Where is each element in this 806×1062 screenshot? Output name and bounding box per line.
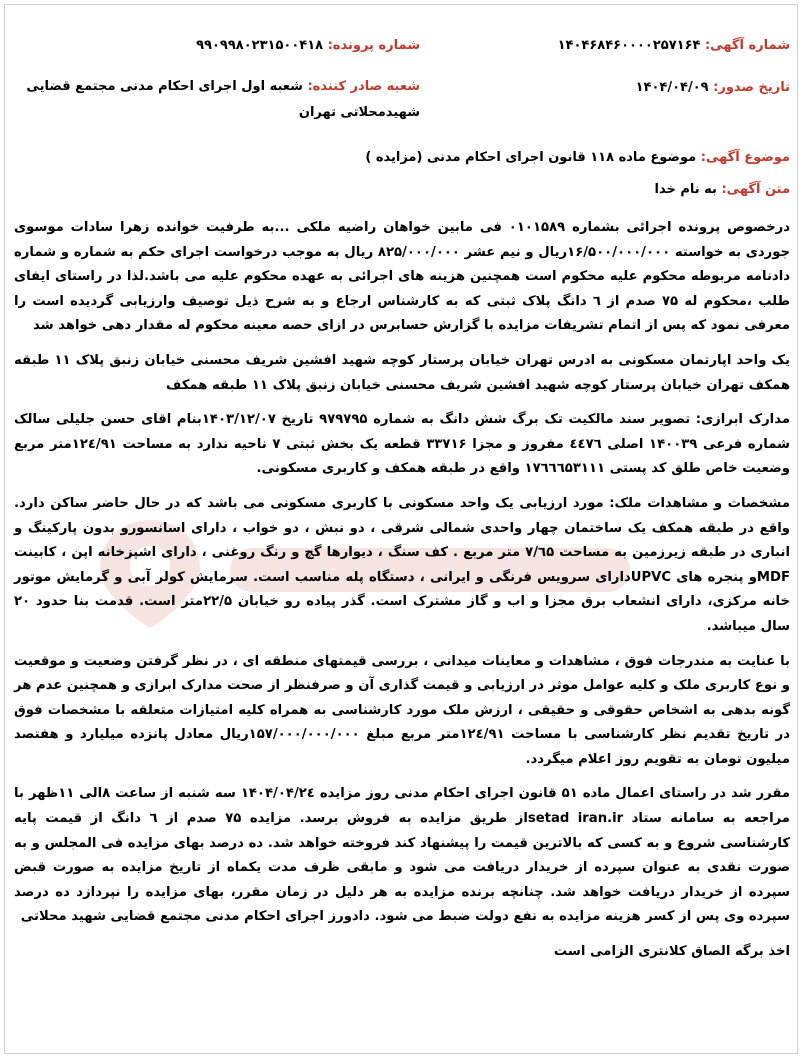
ad-number-row [558,38,790,53]
ad-number: ۱۴۰۴۶۸۴۶۰۰۰۰۲۵۷۱۶۴ [557,38,701,53]
paragraph-note: اخذ برگه الصاق کلانتری الزامی است [553,944,790,960]
issuer: شعبه اول اجرای احکام مدنی مجتمع قضایی شهیدمحلاتی تهران [26,79,420,120]
issuer-label: شعبه صادر کننده: [307,79,420,94]
paragraph-valuation: با عنایت به مندرجات فوق ، مشاهدات و معاینات میدانی ، بررسی قیمتهای منطقه ای ، در نظر گرفتن وضعیت و موقعیت و نوع کاربری ملک و کلیه عوامل موثر در ارزیابی و قیمت گذاری آن و صرفنظر از صحت مدارک ابرازی و همچنین عدم هر گونه بدهی به اشخاص حقوقی و حقیقی ، ارزش ملک مورد کارشناسی به همراه کلیه امتیازات متعلقه با مشخصات فوق در تاریخ تقدیم نظر کارشناسی با مساحت ۱۲٤/۹۱متر مربع مبلغ ۱۵۷/۰۰۰/۰۰۰/۰۰۰ریال معادل پانزده میلیارد و هفتصد میلیون تومان به تقویم روز اعلام میگردد. [14,653,790,767]
subject: موضوع ماده ۱۱۸ قانون اجرای احکام مدنی (مزایده ) [365,150,697,165]
case-number-row [196,38,420,53]
issue-date: ۱۴۰۴/۰۴/۰۹ [635,80,709,95]
paragraph-auction: مقرر شد در راستای اعمال ماده ۵۱ قانون اجرای احکام مدنی روز مزایده ۱۴۰۴/۰۴/۲٤ سه شنبه از ساعت ۸الی ۱۱ظهر با مراجعه به سامانه ستاد setad iran.irاز طریق مزایده به فروش برسد. مزایده ۷۵ صدم از ٦ دانگ از قیمت پایه کارشناسی شروع و به کسی که بالاترین قیمت را پیشنهاد کند فروخته خواهد شد. ده درصد بهای مزایده فی المجلس و به صورت نقدی به عنوان سپرده از خریدار دریافت می شود و مابقی ظرف مدت یکماه از تاریخ مزایده به صورت قبض سپرده از خریدار دریافت خواهد شد. چنانچه برنده مزایده به هر دلیل در زمان مقرر، بهای مزایده را نپردازد ده درصد سپرده وی پس از کسر هزینه مزایده به نفع دولت ضبط می شود. دادورز اجرای احکام مدنی مجتمع قضایی شهید محلاتی [14,786,791,925]
text-label: متن آگهی: [721,182,790,197]
paragraph-case: درخصوص پرونده اجرائی بشماره ۰۱۰۱۵۸۹ فی مابین خواهان راضیه ملکی ...به طرفیت خوانده زهرا سادات موسوی جوردی به خواسته ۱۶/۵۰۰/۰۰۰/۰۰۰ریال و نیم عشر ۸۲۵/۰۰۰/۰۰۰ ریال به موجب درخواست اجرای حکم به شماره و شماره دادنامه مربوطه محکوم علیه محکوم است همچنین هزینه های اجرائی به عهده محکوم علیه می باشد.لذا در راستای ایفای طلب ،محکوم له ۷۵ صدم از ٦ دانگ پلاک ثبتی که به کارشناس ارجاع و به شرح ذیل توصیف وارزیابی گردیده است را معرفی نمود که پس از اتمام تشریفات مزایده با گزارش حسابرس در ازای حصه معینه محکوم له مقدار دهی خواهد شد [14,220,790,334]
text-row [654,182,790,197]
announcement-body [14,216,790,975]
subject-row [365,150,790,165]
case-number-label: شماره پرونده: [327,38,420,53]
paragraph-specs: مشخصات و مشاهدات ملک: مورد ارزیابی یک واحد مسکونی با کاربری مسکونی می باشد که در حال حاضر ساکن دارد. واقع در طبقه همکف یک ساختمان چهار واحدی شمالی شرقی ، دو نبش ، دو خواب ، دارای اسانسورو بدون پارکینگ و انباری در طبقه زیرزمین به مساحت ۷/٦۵ متر مربع . کف سنگ ، دیوارها گچ و رنگ روغنی ، دارای اشپزخانه اپن ، کابینت MDFو پنجره های UPVCدارای سرویس فرنگی و ایرانی ، دستگاه پله مناسب است. سرمایش کولر آبی و گرمایش موتور خانه مرکزی، دارای انشعاب برق مجزا و اب و گاز مشترک است. گذر پیاده رو خیابان ۲۲/۵متر است. قدمت بنا حدود ۲۰ سال میباشد. [14,495,791,634]
paragraph-documents: مدارک ابرازی: تصویر سند مالکیت تک برگ شش دانگ به شماره ۹۷۹۷۹۵ تاریخ ۱۴۰۳/۱۲/۰۷بنام اقای حسن جلیلی سالک شماره فرعی ۱۴۰۰۳۹ اصلی ٤٤٧٦ مفروز و مجزا ۳۳۷۱۶ قطعه یک بخش ثبتی ۷ ناحیه ندارد به مساحت ۱۲٤/۹۱متر مربع وضعیت خاص طلق کد پستی ۱۷٦٦٦۵۳۱۱۱ واقع در طبقه همکف و کاربری مسکونی. [14,412,791,477]
issuer-row [20,74,420,126]
subject-label: موضوع آگهی: [700,150,790,165]
ad-number-label: شماره آگهی: [704,38,790,53]
issue-date-row [636,80,790,95]
text-intro: به نام خدا [654,182,717,197]
case-number: ۹۹۰۹۹۸۰۲۳۱۵۰۰۴۱۸ [196,38,324,53]
issue-date-label: تاریخ صدور: [713,80,790,95]
paragraph-address: یک واحد اپارتمان مسکونی به ادرس تهران خیابان پرستار کوچه شهید افشین شریف محسنی خیابان زنبق پلاک ۱۱ طبقه همکف تهران خیابان پرستار کوچه شهید افشین شریف محسنی خیابان زنبق پلاک ۱۱ طبقه همکف [14,352,791,393]
